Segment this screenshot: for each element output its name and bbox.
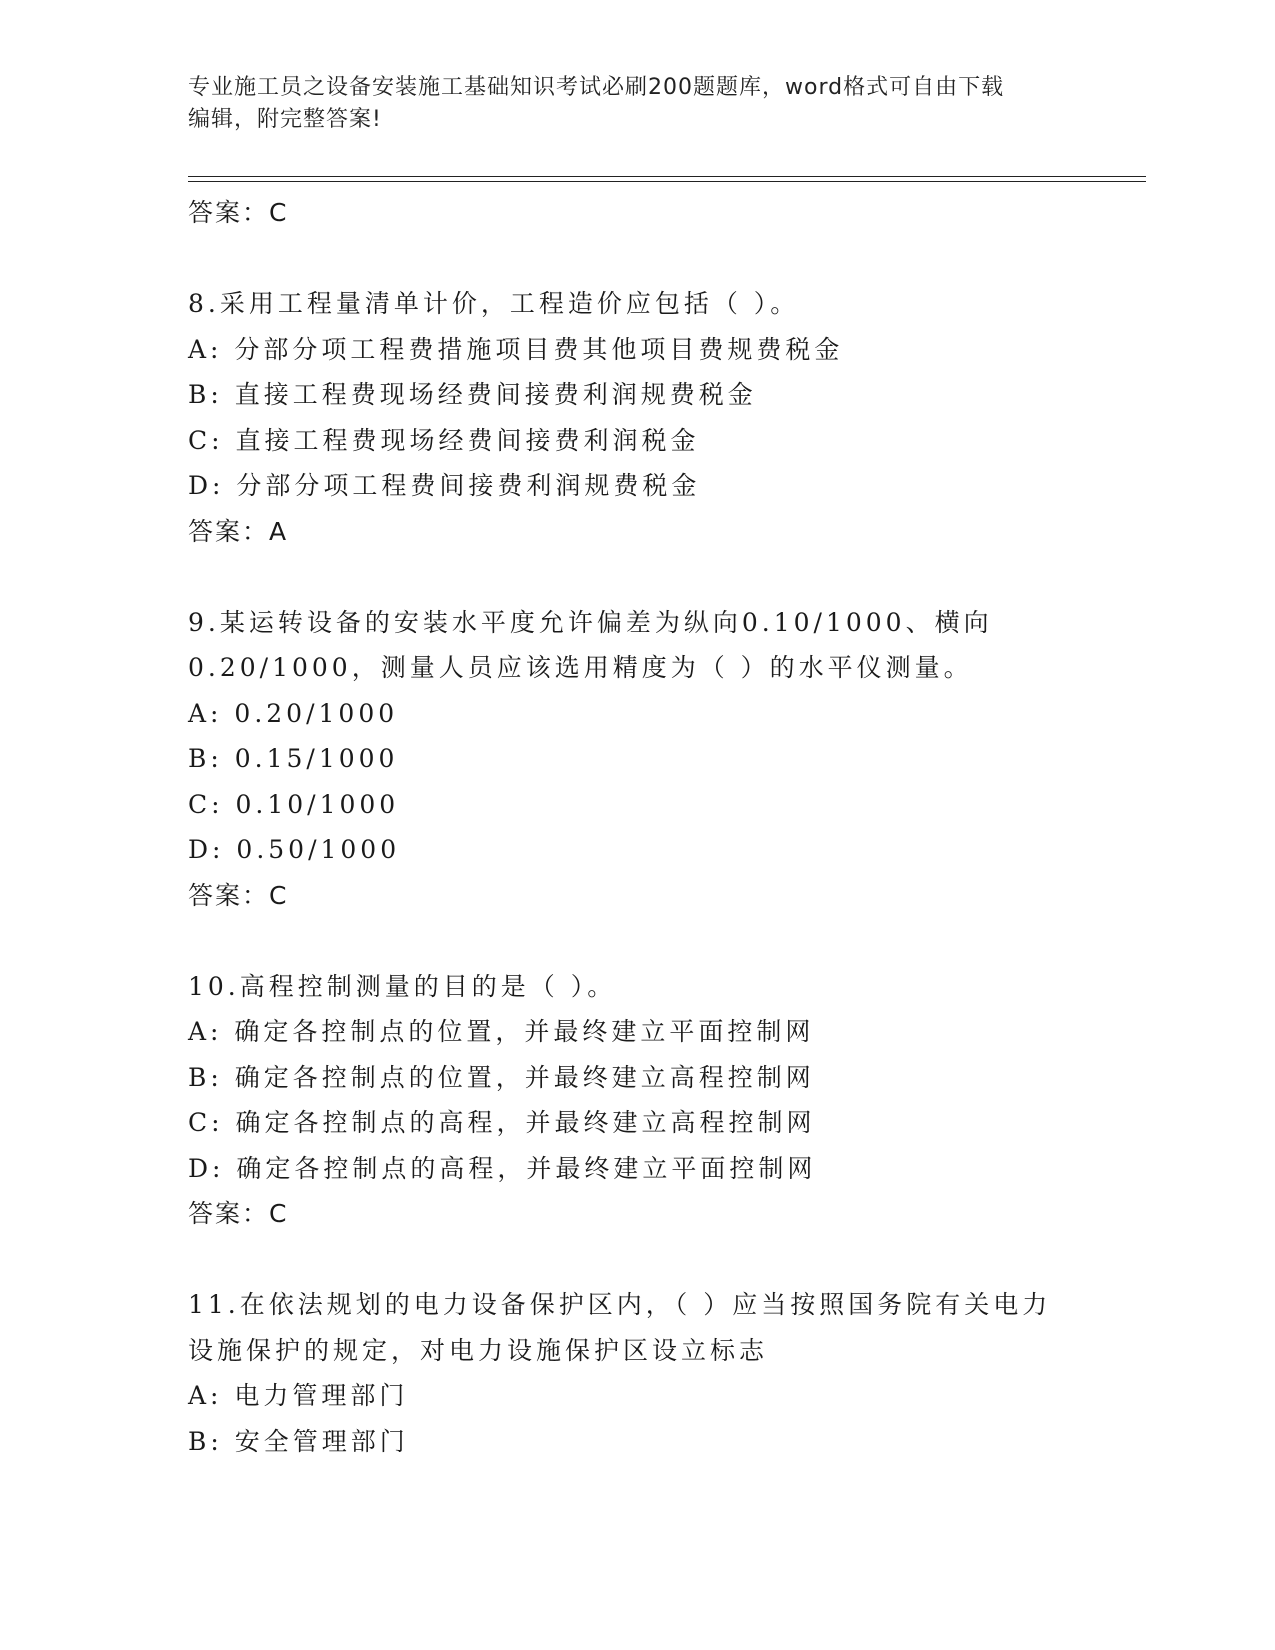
option-a: A: 电力管理部门 bbox=[188, 1381, 409, 1410]
option-a: A: 分部分项工程费措施项目费其他项目费规费税金 bbox=[188, 334, 844, 364]
header-line-2: 编辑，附完整答案! bbox=[188, 107, 382, 132]
option-b: B: 安全管理部门 bbox=[188, 1426, 409, 1456]
option-d: D: 0.50/1000 bbox=[188, 835, 401, 864]
question-block bbox=[188, 281, 1148, 554]
spacer bbox=[188, 918, 1148, 964]
answer-line: 答案：C bbox=[188, 880, 289, 910]
header-divider-bottom bbox=[188, 181, 1146, 182]
option-b: B: 0.15/1000 bbox=[188, 744, 399, 773]
question-stem: 11.在依法规划的电力设备保护区内，（ ）应当按照国务院有关电力 bbox=[188, 1290, 1052, 1319]
header-divider-top bbox=[188, 176, 1146, 177]
spacer bbox=[188, 1237, 1148, 1283]
option-d: D: 确定各控制点的高程，并最终建立平面控制网 bbox=[188, 1153, 817, 1183]
answer-line: 答案：C bbox=[188, 1199, 289, 1228]
question-block bbox=[188, 964, 1148, 1237]
option-a: A: 确定各控制点的位置，并最终建立平面控制网 bbox=[188, 1017, 815, 1046]
question-stem: 8.采用工程量清单计价，工程造价应包括（ ）。 bbox=[188, 289, 800, 318]
spacer bbox=[188, 236, 1148, 282]
question-stem-continued: 设施保护的规定，对电力设施保护区设立标志 bbox=[188, 1335, 769, 1365]
document-header bbox=[188, 72, 1068, 136]
question-stem-continued: 0.20/1000，测量人员应该选用精度为（ ）的水平仪测量。 bbox=[188, 653, 973, 682]
document-body bbox=[188, 190, 1148, 1464]
header-line-1: 专业施工员之设备安装施工基础知识考试必刷200题题库，word格式可自由下载 bbox=[188, 75, 1005, 100]
spacer bbox=[188, 554, 1148, 600]
question-block bbox=[188, 1282, 1148, 1464]
option-b: B: 直接工程费现场经费间接费利润规费税金 bbox=[188, 380, 757, 409]
option-a: A: 0.20/1000 bbox=[188, 698, 399, 728]
answer-line: 答案：A bbox=[188, 516, 289, 546]
option-c: C: 确定各控制点的高程，并最终建立高程控制网 bbox=[188, 1108, 816, 1137]
question-block bbox=[188, 600, 1148, 919]
option-c: C: 0.10/1000 bbox=[188, 789, 400, 819]
question-stem: 9.某运转设备的安装水平度允许偏差为纵向0.10/1000、横向 bbox=[188, 607, 993, 637]
option-c: C: 直接工程费现场经费间接费利润税金 bbox=[188, 425, 700, 455]
option-b: B: 确定各控制点的位置，并最终建立高程控制网 bbox=[188, 1062, 815, 1092]
option-d: D: 分部分项工程费间接费利润规费税金 bbox=[188, 471, 701, 500]
answer-line: 答案：C bbox=[188, 198, 289, 227]
question-stem: 10.高程控制测量的目的是（ ）。 bbox=[188, 971, 617, 1001]
